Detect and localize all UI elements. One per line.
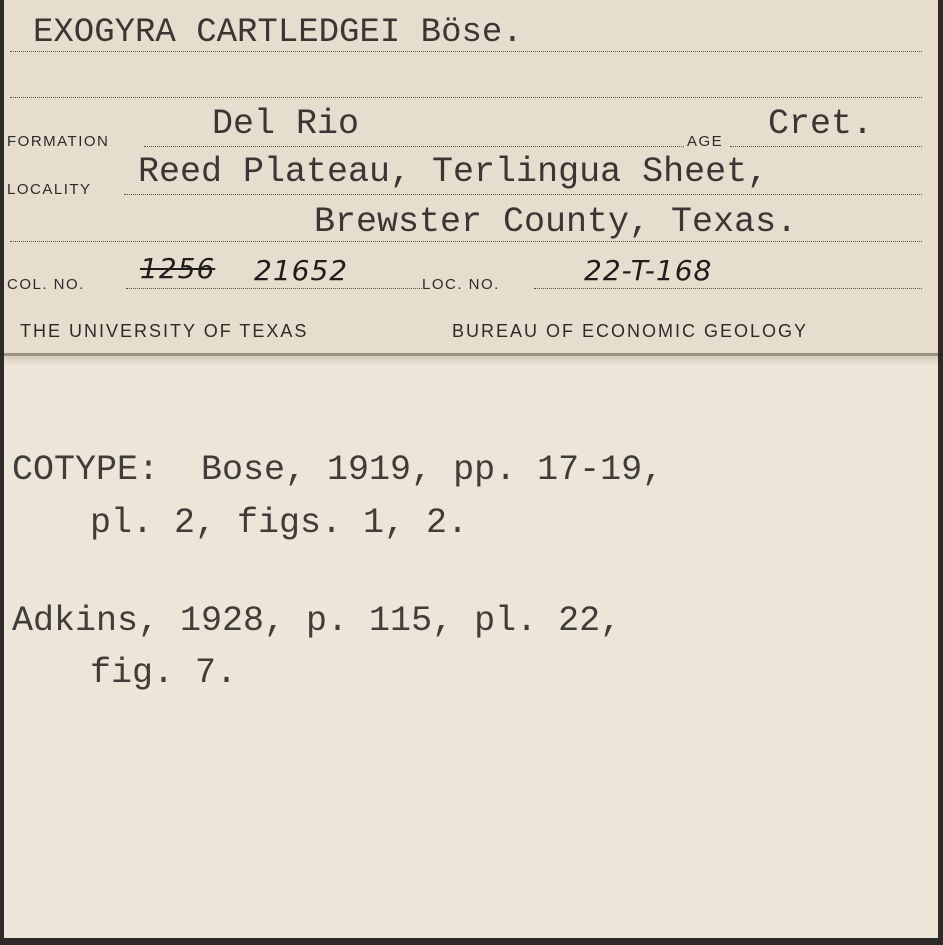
col-no-old-value: 1256 xyxy=(140,252,216,285)
locality-line-1: Reed Plateau, Terlingua Sheet, xyxy=(138,152,769,192)
formation-label: FORMATION xyxy=(7,133,110,150)
rule-line xyxy=(124,194,922,195)
rule-line xyxy=(144,146,684,147)
loc-no-label: LOC. NO. xyxy=(422,276,500,293)
locality-label: LOCALITY xyxy=(7,181,92,198)
rule-line xyxy=(10,51,922,52)
formation-value: Del Rio xyxy=(212,104,360,144)
specimen-card xyxy=(4,0,938,938)
rule-line xyxy=(730,146,922,147)
loc-no-value: 22-T-168 xyxy=(584,254,713,287)
footer-bureau: BUREAU OF ECONOMIC GEOLOGY xyxy=(452,321,809,341)
col-no-new-value: 21652 xyxy=(254,254,349,287)
age-value: Cret. xyxy=(768,104,874,144)
age-label: AGE xyxy=(687,133,724,150)
species-title: EXOGYRA CARTLEDGEI Böse. xyxy=(33,14,523,52)
rule-line xyxy=(126,288,422,289)
col-no-label: COL. NO. xyxy=(7,276,85,293)
cotype-line-2: pl. 2, figs. 1, 2. xyxy=(90,503,469,543)
fold-shadow xyxy=(4,356,938,366)
cotype-line-1: COTYPE: Bose, 1919, pp. 17-19, xyxy=(12,450,664,490)
rule-line xyxy=(10,97,922,98)
rule-line xyxy=(534,288,922,289)
adkins-line-2: fig. 7. xyxy=(90,653,238,693)
footer-university: THE UNIVERSITY OF TEXAS xyxy=(20,321,309,341)
adkins-line-1: Adkins, 1928, p. 115, pl. 22, xyxy=(12,601,622,641)
locality-line-2: Brewster County, Texas. xyxy=(314,202,798,242)
